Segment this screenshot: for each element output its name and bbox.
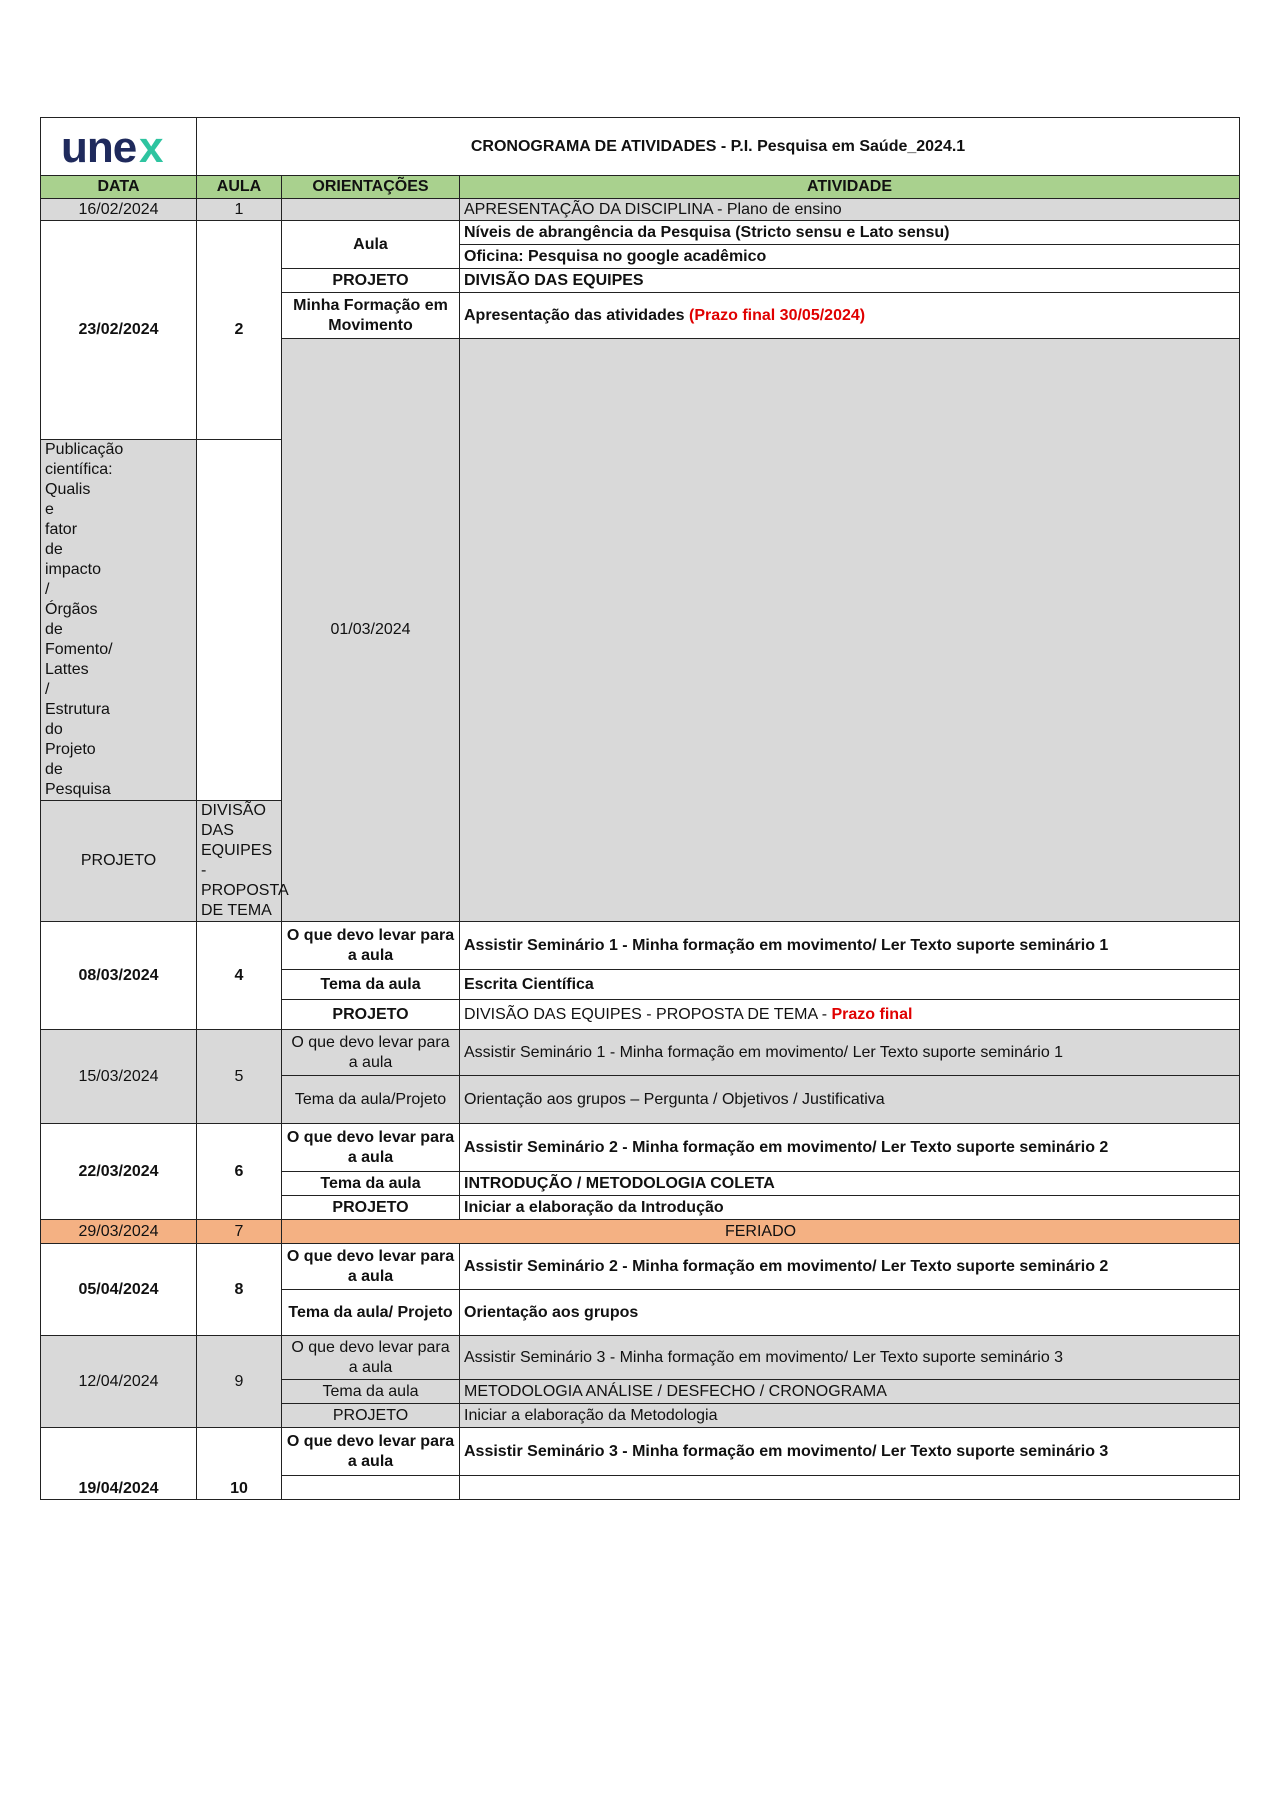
activity-cell: Assistir Seminário 1 - Minha formação em movimento/ Ler Texto suporte seminário 1 (460, 1030, 1240, 1076)
table-row (41, 199, 1240, 221)
header-atividade: ATIVIDADE (460, 176, 1240, 199)
activity-cell: DIVISÃO DAS EQUIPES - PROPOSTA DE TEMA (197, 801, 282, 922)
aula-cell: 10 (197, 1428, 282, 1500)
activity-cell: Assistir Seminário 2 - Minha formação em movimento/ Ler Texto suporte seminário 2 (460, 1124, 1240, 1172)
holiday-label: FERIADO (282, 1220, 1240, 1244)
logo-cell (41, 118, 197, 176)
table-row (41, 221, 1240, 245)
orientation-cell: PROJETO (282, 1000, 460, 1030)
svg-text:x: x (138, 122, 163, 172)
activity-cell: Publicação científica: Qualis e fator de impacto / Órgãos de Fomento/ Lattes / Estrutura do Projeto de Pesquisa (41, 440, 197, 801)
orientation-cell (282, 1476, 460, 1500)
orientation-cell: O que devo levar para a aula (282, 1244, 460, 1290)
activity-cell: Assistir Seminário 3 - Minha formação em movimento/ Ler Texto suporte seminário 3 (460, 1336, 1240, 1380)
orientation-cell: O que devo levar para a aula (282, 1336, 460, 1380)
activity-cell: INTRODUÇÃO / METODOLOGIA COLETA (460, 1172, 1240, 1196)
activity-cell: Assistir Seminário 3 - Minha formação em movimento/ Ler Texto suporte seminário 3 (460, 1428, 1240, 1476)
activity-cell: Orientação aos grupos (460, 1290, 1240, 1336)
activity-cell: Níveis de abrangência da Pesquisa (Stricto sensu e Lato sensu) (460, 221, 1240, 245)
title-row (41, 118, 1240, 176)
orientation-cell: Aula (282, 221, 460, 269)
date-cell: 19/04/2024 (41, 1428, 197, 1500)
activity-cell: DIVISÃO DAS EQUIPES (460, 269, 1240, 293)
activity-cell: METODOLOGIA ANÁLISE / DESFECHO / CRONOGRAMA (460, 1380, 1240, 1404)
activity-cell (460, 293, 1240, 339)
table-row (41, 1030, 1240, 1076)
table-row (41, 1244, 1240, 1290)
orientation-cell: O que devo levar para a aula (282, 1428, 460, 1476)
date-cell: 29/03/2024 (41, 1220, 197, 1244)
activity-cell: Oficina: Pesquisa no google acadêmico (460, 245, 1240, 269)
activity-text: Apresentação das atividades (464, 306, 685, 324)
date-cell: 23/02/2024 (41, 221, 197, 440)
deadline-text: Prazo final (831, 1005, 913, 1023)
orientation-cell: PROJETO (282, 269, 460, 293)
orientation-cell: PROJETO (282, 1196, 460, 1220)
orientation-cell: O que devo levar para a aula (282, 1030, 460, 1076)
table-row (41, 1336, 1240, 1380)
activity-cell: APRESENTAÇÃO DA DISCIPLINA - Plano de ensino (460, 199, 1240, 221)
aula-cell (460, 339, 1240, 922)
header-aula: AULA (197, 176, 282, 199)
orientation-cell: PROJETO (41, 801, 197, 922)
activity-cell: Iniciar a elaboração da Metodologia (460, 1404, 1240, 1428)
orientation-cell: O que devo levar para a aula (282, 1124, 460, 1172)
orientation-cell: Tema da aula/ Projeto (282, 1290, 460, 1336)
date-cell: 16/02/2024 (41, 199, 197, 221)
activity-cell (460, 1476, 1240, 1500)
activity-text: DIVISÃO DAS EQUIPES - PROPOSTA DE TEMA - (464, 1005, 828, 1023)
holiday-row (41, 1220, 1240, 1244)
deadline-text: (Prazo final 30/05/2024) (689, 306, 866, 324)
table-row (41, 922, 1240, 970)
aula-cell: 6 (197, 1124, 282, 1220)
orientation-cell: Tema da aula/Projeto (282, 1076, 460, 1124)
activity-cell: Iniciar a elaboração da Introdução (460, 1196, 1240, 1220)
activity-cell (460, 1000, 1240, 1030)
orientation-cell: Tema da aula (282, 1172, 460, 1196)
schedule-table (40, 117, 1240, 1500)
aula-cell: 8 (197, 1244, 282, 1336)
table-row (41, 1124, 1240, 1172)
unex-logo (59, 124, 179, 170)
date-cell: 05/04/2024 (41, 1244, 197, 1336)
page-title: CRONOGRAMA DE ATIVIDADES - P.I. Pesquisa em Saúde_2024.1 (197, 118, 1240, 176)
activity-cell: Assistir Seminário 2 - Minha formação em movimento/ Ler Texto suporte seminário 2 (460, 1244, 1240, 1290)
orientation-cell: PROJETO (282, 1404, 460, 1428)
aula-cell: 7 (197, 1220, 282, 1244)
header-row (41, 176, 1240, 199)
orientation-cell: Tema da aula (282, 1380, 460, 1404)
schedule-sheet (40, 117, 1239, 1497)
aula-cell: 2 (197, 221, 282, 440)
orientation-cell (282, 199, 460, 221)
aula-cell: 5 (197, 1030, 282, 1124)
activity-cell: Orientação aos grupos – Pergunta / Objetivos / Justificativa (460, 1076, 1240, 1124)
date-cell: 08/03/2024 (41, 922, 197, 1030)
orientation-cell: O que devo levar para a aula (282, 922, 460, 970)
orientation-cell: Tema da aula (282, 970, 460, 1000)
svg-text:une: une (60, 122, 136, 172)
header-orientacoes: ORIENTAÇÕES (282, 176, 460, 199)
date-cell: 12/04/2024 (41, 1336, 197, 1428)
date-cell: 01/03/2024 (282, 339, 460, 922)
aula-cell: 1 (197, 199, 282, 221)
activity-cell: Assistir Seminário 1 - Minha formação em movimento/ Ler Texto suporte seminário 1 (460, 922, 1240, 970)
orientation-cell: Minha Formação em Movimento (282, 293, 460, 339)
date-cell: 15/03/2024 (41, 1030, 197, 1124)
aula-cell: 4 (197, 922, 282, 1030)
activity-cell: Escrita Científica (460, 970, 1240, 1000)
header-data: DATA (41, 176, 197, 199)
table-row (41, 1428, 1240, 1476)
aula-cell: 9 (197, 1336, 282, 1428)
date-cell: 22/03/2024 (41, 1124, 197, 1220)
